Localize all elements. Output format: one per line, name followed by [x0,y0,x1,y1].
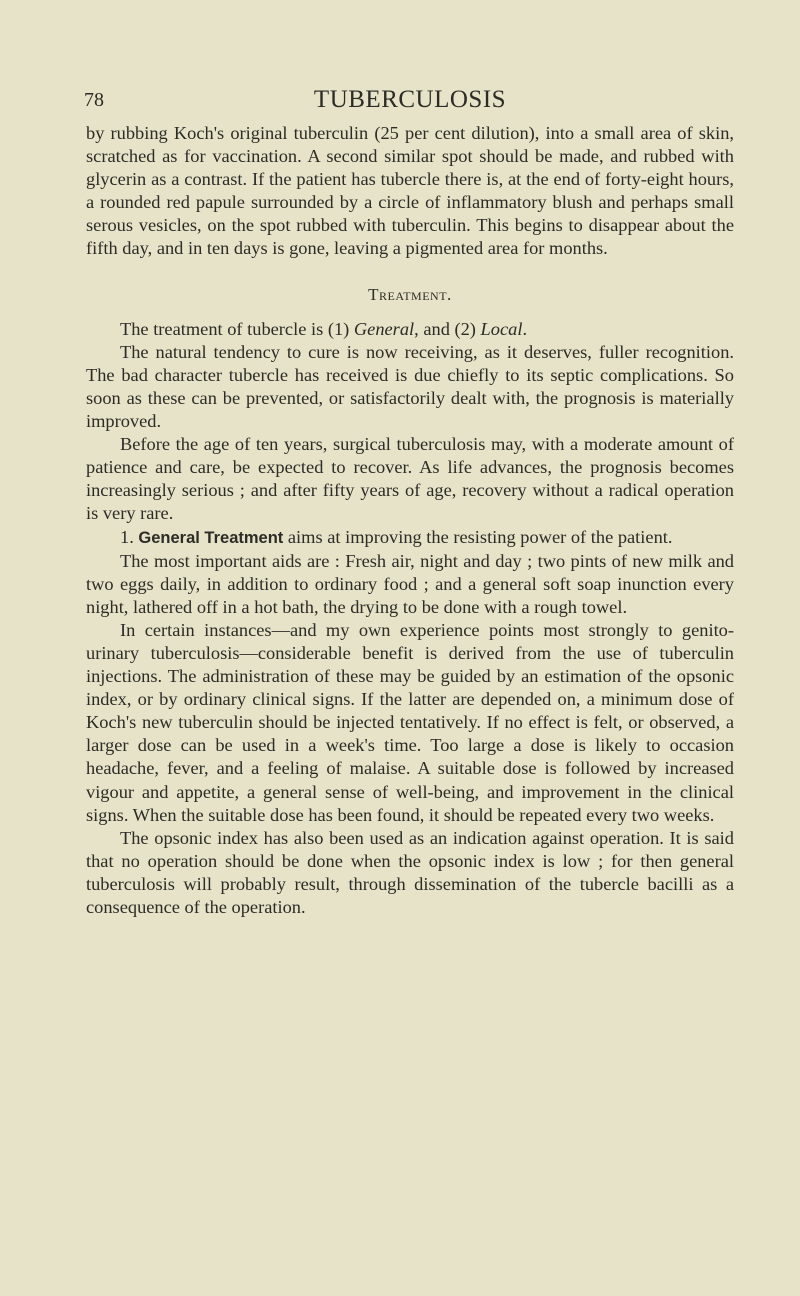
page-number: 78 [84,89,104,111]
list-number: 1. [120,526,139,547]
paragraph-opsonic-index: The opsonic index has also been used as an indication against operation. It is said that no operation should be done when the opsonic index is low ; for then general tuberculosis will probably result, through dissemination of the tubercle bacilli as a consequence of the operation. [86,827,734,917]
text: , and (2) [414,318,481,339]
paragraph-prognosis-age: Before the age of ten years, surgical tuberculosis may, with a moderate amount of patience and care, be expected to recover. As life advances, the prognosis becomes increasingly serious ; and after fifty years of age, recovery without a radical operation is very rare. [86,434,734,524]
paragraph-treatment-types [86,318,734,341]
paragraph-important-aids: The most important aids are : Fresh air, night and day ; two pints of new milk and two eggs daily, in addition to ordinary food ; and a general soft soap inunction every night, lathered off in a hot bath, the drying to be done with a rough towel. [86,550,734,617]
bold-heading-general-treatment: General Treatment [138,528,284,547]
italic-local: Local [480,318,523,339]
text: aims at improving the resisting power of the patient. [283,526,673,547]
paragraph-tuberculin-injections: In certain instances—and my own experience points most strongly to genito-urinary tuberculosis—considerable benefit is derived from the use of tuberculin injections. The administration of these may be guided by an estimation of the opsonic index, or by ordinary clinical signs. If the latter are depended on, a minimum dose of Koch's new tuberculin should be injected tentatively. If no effect is felt, or observed, a larger dose can be used in a week's time. Too large a dose is likely to occasion headache, fever, and a feeling of malaise. A suitable dose is followed by increased vigour and appetite, a general sense of well-being, and improvement in the clinical signs. When the suitable dose has been found, it should be repeated every two weeks. [86,619,734,825]
book-page [86,86,734,919]
paragraph-continued: by rubbing Koch's original tuberculin (25 per cent dilution), into a small area of skin, scratched as for vaccination. A second similar spot should be made, and rubbed with glycerin as a contrast. If the patient has tubercle there is, at the end of forty-eight hours, a rounded red papule surrounded by a circle of inflammatory blush and perhaps small serous vesicles, on the spot rubbed with tuberculin. This begins to disappear about the fifth day, and in ten days is gone, leaving a pigmented area for months. [86,123,734,259]
paragraph-natural-tendency: The natural tendency to cure is now receiving, as it deserves, fuller recognition. The bad character tubercle has received is due chiefly to its septic complications. So soon as these can be prevented, or satisfactorily dealt with, the prognosis is materially improved. [86,341,734,432]
section-heading-treatment: Treatment. [368,284,452,304]
running-head [86,86,734,122]
text: . [522,318,528,339]
text: The treatment of tubercle is (1) [120,318,354,339]
running-title: TUBERCULOSIS [313,86,507,113]
italic-general: General [353,318,415,339]
paragraph-general-treatment [86,526,734,550]
body-text [86,122,734,919]
